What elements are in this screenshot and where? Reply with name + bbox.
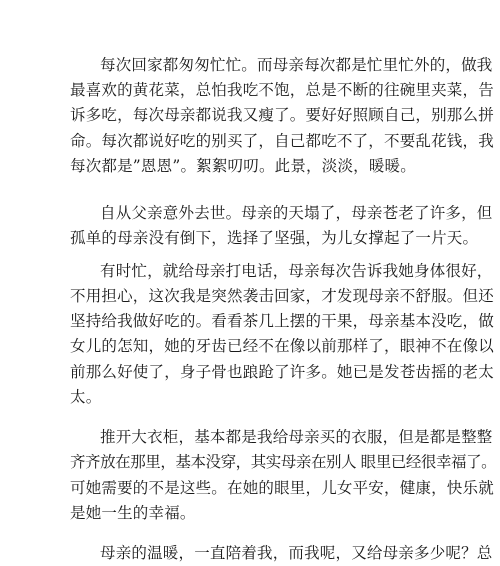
paragraph-4-line-1: 推开大衣柜，基本都是我给母亲买的衣服，但是都是整整 [100,428,493,446]
paragraph-2-line-2: 孤单的母亲没有倒下，选择了坚强，为儿女撑起了一片天。 [70,229,479,247]
paragraph-4-line-3: 可她需要的不是这些。在她的眼里，儿女平安，健康，快乐就 [70,479,494,497]
paragraph-3-line-1: 有时忙，就给母亲打电话，母亲每次告诉我她身体很好， [100,262,493,280]
paragraph-2-line-1: 自从父亲意外去世。母亲的天塌了，母亲苍老了许多，但 [100,204,493,222]
paragraph-4-line-2: 齐齐放在那里，基本没穿，其实母亲在别人 眼里已经很幸福了。 [70,453,497,471]
paragraph-1-line-4: 命。每次都说好吃的别买了，自己都吃不了，不要乱花钱，我 [70,132,494,150]
paragraph-3-line-3: 坚持给我做好吃的。看看茶几上摆的干果，母亲基本没吃，做 [70,312,494,330]
paragraph-4-line-4: 是她一生的幸福。 [70,504,196,522]
paragraph-5-line-1: 母亲的温暖，一直陪着我，而我呢，又给母亲多少呢？总 [100,544,493,562]
paragraph-1-line-5: 每次都是”恩恩”。絮絮叨叨。此景，淡淡，暖暖。 [70,157,416,175]
paragraph-1-line-3: 诉多吃，每次母亲都说我又瘦了。要好好照顾自己，别那么拼 [70,106,494,124]
paragraph-1-line-2: 最喜欢的黄花菜，总怕我吃不饱，总是不断的往碗里夹菜，告 [70,81,494,99]
paragraph-3-line-2: 不用担心，这次我是突然袭击回家，才发现母亲不舒服。但还 [70,287,494,305]
paragraph-3-line-5: 前那么好使了，身子骨也踉跄了许多。她已是发苍齿摇的老太 [70,363,494,381]
paragraph-3-line-4: 女儿的怎知，她的牙齿已经不在像以前那样了，眼神不在像以 [70,337,494,355]
paragraph-1-line-1: 每次回家都匆匆忙忙。而母亲每次都是忙里忙外的，做我 [100,56,493,74]
paragraph-3-line-6: 太。 [70,388,102,406]
